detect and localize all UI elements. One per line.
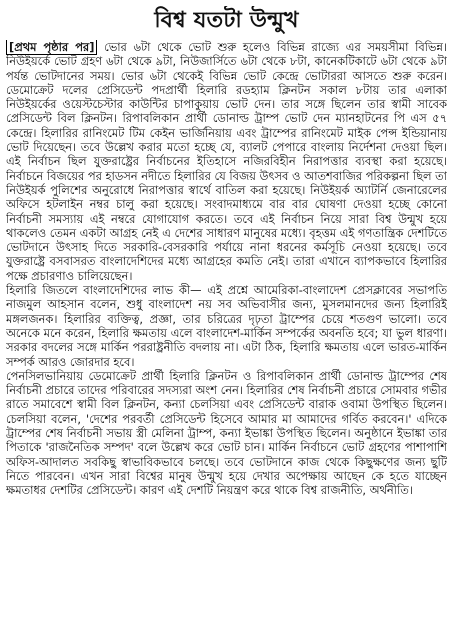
article-paragraph xyxy=(6,40,447,283)
paragraph-text: ভোর ৬টা থেকে ভোট শুরু হলেও বিভিন্ন রাজ্যে এর সময়সীমা বিভিন্ন। নিউইয়র্কে ভোট গ্রহণ ৬টা থেকে ৯টা, নিউজার্সিতে ৬টা থেকে ৮টা, কানেকটিকাটে ৬টা থেকে ৯টা পর্যন্ত ভোটদানের সময়। ভোর ৬টা থেকেই বিভিন্ন ভোট কেন্দ্রে ভোটাররা আসতে শুরু করেন। ডেমোক্রেট দলের প্রেসিডেন্ট পদপ্রার্থী হিলারি রডহ্যাম ক্লিনটন সকাল ৮টায় তার এলাকা নিউইয়র্কের ওয়েস্টচেস্টার কাউন্টির চাপাকুয়ায় ভোট দেন। তার সঙ্গে ছিলেন তার স্বামী সাবেক প্রেসিডেন্ট বিল ক্লিনটন। রিপাবলিকান প্রার্থী ডোনাল্ড ট্রাম্প ভোট দেন ম্যানহাটনের পি এস ৫৭ কেন্দ্রে। হিলারির রানিংমেট টিম কেইন ভার্জিনিয়ায় এবং ট্রাম্পের রানিংমেট মাইক পেন্স ইন্ডিয়ানায় ভোট দিয়েছেন। তবে উল্লেখ করার মতো হচ্ছে যে, ব্যালট পেপারে বাংলায় নির্দেশনা দেওয়া ছিল। এই নির্বাচন ছিল যুক্তরাষ্ট্রের নির্বাচনের ইতিহাসে নজিরবিহীন নিরাপত্তার ব্যবস্থা করা হয়েছে। নির্বাচনে বিজয়ের পর হাডসন নদীতে হিলারির যে বিজয় উৎসব ও আতশবাজির পরিকল্পনা ছিল তা নিউইয়র্ক পুলিশের অনুরোধে নিরাপত্তার স্বার্থে বাতিল করা হয়েছে। নিউইয়র্ক অ্যাটর্নি জেনারেলের অফিসে হটলাইন নম্বর চালু করা হয়েছে। সংবাদমাধ্যমে বার বার ঘোষণা দেওয়া হচ্ছে কোনো নির্বাচনী সমস্যায় এই নম্বরে যোগাযোগ করতে। তবে এই নির্বাচন নিয়ে সারা বিশ্ব উন্মুখ হয়ে থাকলেও তেমন একটা আগ্রহ নেই এ দেশের সাধারণ মানুষের মধ্যে। বৃহত্তম এই গণতান্ত্রিক দেশটিতে ভোটদানে উৎসাহ দিতে সরকারি-বেসরকারি পর্যায়ে নানা ধরনের কর্মসূচি নেওয়া হয়েছে। তবে যুক্তরাষ্ট্রে বসবাসরত বাংলাদেশিদের মধ্যে আগ্রহের কমতি নেই। তারা এখানে ব্যাপকভাবে হিলারির পক্ষে প্রচারণাও চালিয়েছেন। xyxy=(6,40,447,283)
paragraph-text: হিলারি জিতলে বাংলাদেশিদের লাভ কী— এই প্রশ্নে আমেরিকা-বাংলাদেশ প্রেসক্লাবের সভাপতি নাজমুল আহসান বলেন, শুধু বাংলাদেশ নয় সব অভিবাসীর জন্য, মুসলমানদের জন্য হিলারিই মঙ্গলজনক। হিলারির ব্যক্তিত্ব, প্রজ্ঞা, তার চরিত্রের দৃঢ়তা ট্রাম্পের চেয়ে শতগুণ ভালো। তবে অনেকে মনে করেন, হিলারি ক্ষমতায় এলে বাংলাদেশ-মার্কিন সম্পর্কের অবনতি হবে; যা ভুল ধারণা। সরকার বদলের সঙ্গে মার্কিন পররাষ্ট্রনীতি বদলায় না। এটা ঠিক, হিলারি ক্ষমতায় এলে ভারত-মার্কিন সম্পর্ক আরও জোরদার হবে। xyxy=(6,283,447,369)
article-body xyxy=(6,40,447,624)
continued-from-front-page-label: [প্রথম পৃষ্ঠার পর] xyxy=(6,40,97,55)
headline: বিশ্ব যতটা উন্মুখ xyxy=(154,8,299,33)
paragraph-text: পেনসিলভানিয়ায় ডেমোক্রেট প্রার্থী হিলারি ক্লিনটন ও রিপাবলিকান প্রার্থী ডোনাল্ড ট্রাম্পের শেষ নির্বাচনী প্রচারে তাদের পরিবারের সদস্যরা অংশ নেন। হিলারির শেষ নির্বাচনী প্রচারে সোমবার গভীর রাতে সমাবেশে স্বামী বিল ক্লিনটন, কন্যা চেলসিয়া এবং প্রেসিডেন্ট বারাক ওবামা উপস্থিত ছিলেন। চেলসিয়া বলেন, 'দেশের পরবর্তী প্রেসিডেন্ট হিসেবে আমার মা আমাদের গর্বিত করবেন।' এদিকে ট্রাম্পের শেষ নির্বাচনী সভায় স্ত্রী মেলিনা ট্রাম্প, কন্যা ইভাঙ্কা উপস্থিত ছিলেন। অনুষ্ঠানে ইভাঙ্কা তার পিতাকে 'রাজনৈতিক সম্পদ' বলে উল্লেখ করে ভোট চান। মার্কিন নির্বাচনে ভোট গ্রহণের পাশাপাশি অফিস-আদালত সবকিছু স্বাভাবিকভাবে চলছে। তবে ভোটদানে কাজ থেকে কিছুক্ষণের জন্য ছুটি নিতে পারবেন। এখন সারা বিশ্বের মানুষ উন্মুখ হয়ে দেখার অপেক্ষায় আছেন কে হতে যাচ্ছেন ক্ষমতাধর দেশটির প্রেসিডেন্ট। কারণ এই দেশটি নিয়ন্ত্রণ করে থাকে বিশ্ব রাজনীতি, অর্থনীতি। xyxy=(6,368,447,498)
article-paragraph xyxy=(6,369,447,498)
article-paragraph xyxy=(6,283,447,369)
